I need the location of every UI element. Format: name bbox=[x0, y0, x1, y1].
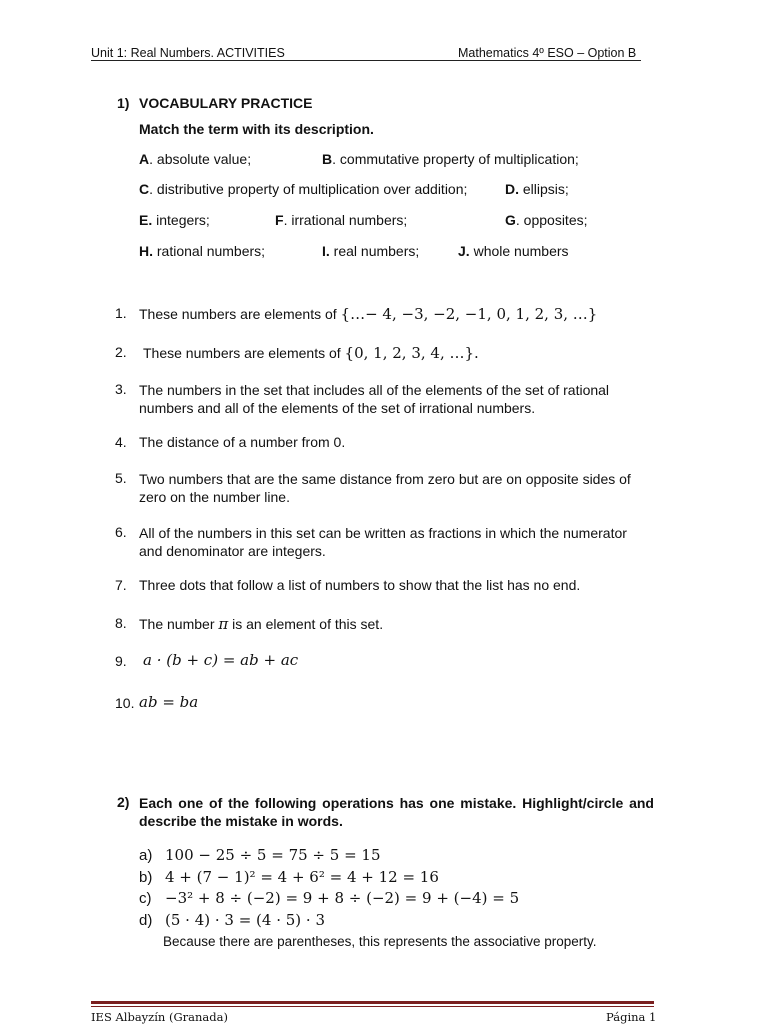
term-e: E. integers; bbox=[139, 212, 210, 228]
item-10-number: 10. bbox=[115, 695, 135, 711]
term-d: D. ellipsis; bbox=[505, 181, 569, 197]
term-f: F. irrational numbers; bbox=[275, 212, 408, 228]
footer-right: Página 1 bbox=[606, 1010, 657, 1024]
op-d-expr: (5 · 4) · 3 = (4 · 5) · 3 bbox=[165, 911, 325, 929]
item-3-text: The numbers in the set that includes all of the elements of the set of rational numbers and all of the elements of the set of irrational numbers. bbox=[139, 382, 610, 416]
term-c: C. distributive property of multiplication over addition; bbox=[139, 181, 468, 197]
item-4-text: The distance of a number from 0. bbox=[139, 434, 346, 450]
section1-title: VOCABULARY PRACTICE bbox=[139, 95, 313, 111]
item-4-number: 4. bbox=[115, 434, 127, 450]
item-7-text: Three dots that follow a list of numbers to show that the list has no end. bbox=[139, 577, 581, 593]
item-8-text: The number π is an element of this set. bbox=[139, 615, 384, 633]
op-c-expr: −3² + 8 ÷ (−2) = 9 + 8 ÷ (−2) = 9 + (−4) = 5 bbox=[165, 889, 520, 907]
item-9-formula: a · (b + c) = ab + ac bbox=[143, 651, 299, 669]
op-b-expr: 4 + (7 − 1)² = 4 + 6² = 4 + 12 = 16 bbox=[165, 868, 439, 886]
op-d-note: Because there are parentheses, this represents the associative property. bbox=[163, 934, 597, 949]
item-3-number: 3. bbox=[115, 381, 127, 397]
term-a: A. absolute value; bbox=[139, 151, 252, 167]
item-5-text: Two numbers that are the same distance from zero but are on opposite sides of zero on the number line. bbox=[139, 471, 631, 505]
op-a-expr: 100 − 25 ÷ 5 = 75 ÷ 5 = 15 bbox=[165, 846, 381, 864]
item-9-number: 9. bbox=[115, 653, 127, 669]
op-d-label: d) bbox=[139, 912, 153, 929]
header-left: Unit 1: Real Numbers. ACTIVITIES bbox=[91, 46, 285, 60]
header-right: Mathematics 4º ESO – Option B bbox=[458, 46, 637, 60]
op-a-label: a) bbox=[139, 847, 153, 864]
section1-subtitle: Match the term with its description. bbox=[139, 121, 374, 137]
section2-title: Each one of the following operations has one mistake. Highlight/circle and describe the mistake in words. bbox=[139, 795, 654, 829]
term-g: G. opposites; bbox=[505, 212, 588, 228]
item-6-text: All of the numbers in this set can be written as fractions in which the numerator and denominator are integers. bbox=[139, 525, 627, 559]
footer-left: IES Albayzín (Granada) bbox=[91, 1010, 228, 1024]
item-7-number: 7. bbox=[115, 577, 127, 593]
term-h: H. rational numbers; bbox=[139, 243, 266, 259]
header-rule bbox=[91, 60, 641, 61]
item-2-text: These numbers are elements of {0, 1, 2, 3, 4, …}. bbox=[143, 344, 479, 362]
item-1-text: These numbers are elements of {…− 4, −3, −2, −1, 0, 1, 2, 3, …} bbox=[139, 305, 598, 323]
item-10-formula: ab = ba bbox=[139, 693, 199, 711]
op-b-label: b) bbox=[139, 869, 153, 886]
item-2-number: 2. bbox=[115, 344, 127, 360]
item-1-number: 1. bbox=[115, 305, 127, 321]
term-b: B. commutative property of multiplication; bbox=[322, 151, 579, 167]
item-5-number: 5. bbox=[115, 470, 127, 486]
footer-rule-thin bbox=[91, 1006, 654, 1007]
item-8-number: 8. bbox=[115, 615, 127, 631]
section1-number: 1) bbox=[117, 95, 130, 111]
item-6-number: 6. bbox=[115, 524, 127, 540]
op-c-label: c) bbox=[139, 890, 152, 907]
footer-rule-thick bbox=[91, 1001, 654, 1004]
term-i: I. real numbers; bbox=[322, 243, 420, 259]
section2-number: 2) bbox=[117, 794, 130, 810]
term-j: J. whole numbers bbox=[458, 243, 569, 259]
